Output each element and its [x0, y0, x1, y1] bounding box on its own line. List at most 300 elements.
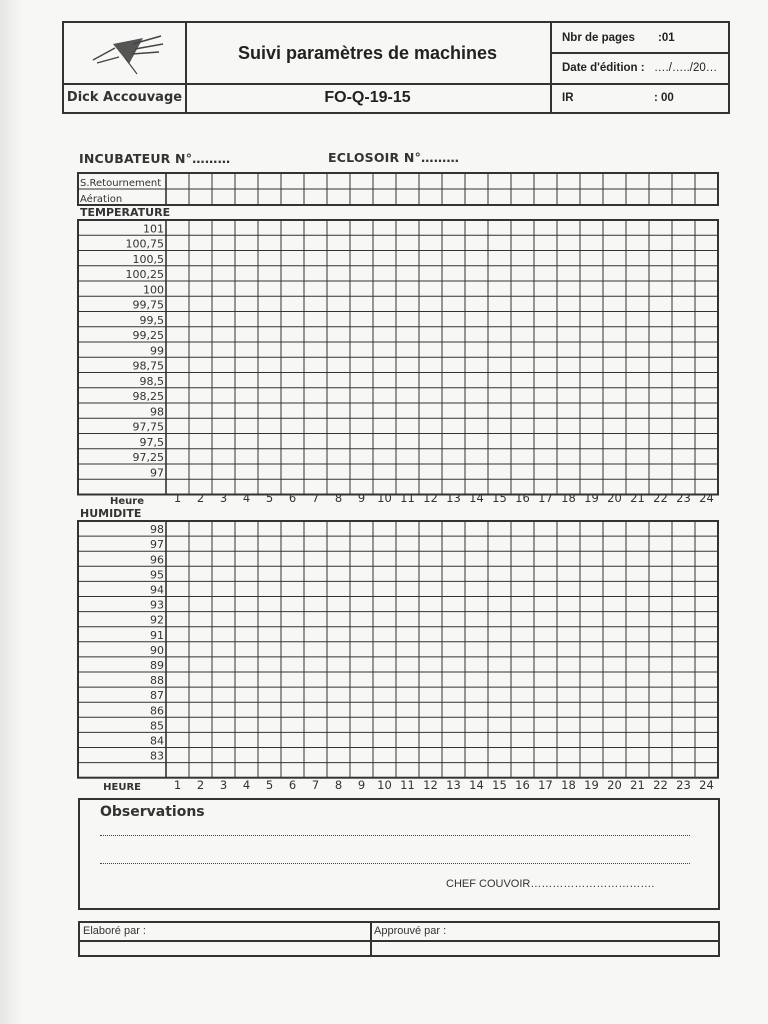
temperature-cell[interactable] [627, 343, 649, 357]
temperature-cell[interactable] [673, 221, 695, 235]
humidity-cell[interactable] [236, 597, 258, 611]
temperature-cell[interactable] [420, 282, 442, 296]
temperature-cell[interactable] [604, 388, 626, 402]
humidity-cell[interactable] [259, 627, 281, 641]
temperature-cell[interactable] [604, 221, 626, 235]
temperature-cell[interactable] [466, 373, 488, 387]
temperature-cell[interactable] [535, 236, 557, 250]
temperature-cell[interactable] [581, 327, 603, 341]
temperature-cell[interactable] [443, 327, 465, 341]
temperature-cell[interactable] [259, 312, 281, 326]
temperature-cell[interactable] [420, 465, 442, 479]
humidity-cell[interactable] [696, 688, 718, 702]
temperature-cell[interactable] [466, 266, 488, 280]
temperature-cell[interactable] [167, 388, 189, 402]
humidity-cell[interactable] [259, 657, 281, 671]
humidity-cell[interactable] [558, 718, 580, 732]
temperature-cell[interactable] [696, 373, 718, 387]
humidity-cell[interactable] [167, 522, 189, 536]
turning-aeration-cell[interactable] [282, 174, 304, 189]
temperature-cell[interactable] [282, 221, 304, 235]
temperature-cell[interactable] [466, 434, 488, 448]
humidity-cell[interactable] [190, 552, 212, 566]
temperature-cell[interactable] [512, 388, 534, 402]
humidity-cell[interactable] [282, 597, 304, 611]
temperature-cell[interactable] [351, 236, 373, 250]
temperature-cell[interactable] [328, 388, 350, 402]
temperature-cell[interactable] [213, 282, 235, 296]
temperature-cell[interactable] [236, 449, 258, 463]
humidity-cell[interactable] [328, 627, 350, 641]
temperature-cell[interactable] [581, 221, 603, 235]
temperature-cell[interactable] [443, 373, 465, 387]
humidity-cell[interactable] [673, 688, 695, 702]
temperature-cell[interactable] [420, 312, 442, 326]
humidity-cell[interactable] [213, 718, 235, 732]
temperature-cell[interactable] [512, 236, 534, 250]
humidity-cell[interactable] [604, 567, 626, 581]
humidity-cell[interactable] [558, 748, 580, 762]
humidity-cell[interactable] [236, 657, 258, 671]
temperature-cell[interactable] [696, 404, 718, 418]
humidity-cell[interactable] [328, 537, 350, 551]
humidity-cell[interactable] [673, 673, 695, 687]
humidity-cell[interactable] [236, 612, 258, 626]
temperature-cell[interactable] [213, 297, 235, 311]
humidity-cell[interactable] [443, 552, 465, 566]
temperature-cell[interactable] [213, 434, 235, 448]
humidity-cell[interactable] [673, 567, 695, 581]
humidity-cell[interactable] [558, 688, 580, 702]
humidity-cell[interactable] [236, 703, 258, 717]
turning-aeration-cell[interactable] [259, 190, 281, 205]
humidity-cell[interactable] [696, 657, 718, 671]
humidity-cell[interactable] [581, 642, 603, 656]
humidity-cell[interactable] [213, 763, 235, 777]
temperature-cell[interactable] [167, 236, 189, 250]
humidity-cell[interactable] [236, 582, 258, 596]
temperature-cell[interactable] [489, 297, 511, 311]
humidity-cell[interactable] [420, 552, 442, 566]
temperature-cell[interactable] [236, 221, 258, 235]
humidity-cell[interactable] [374, 627, 396, 641]
humidity-cell[interactable] [466, 612, 488, 626]
temperature-cell[interactable] [650, 297, 672, 311]
temperature-cell[interactable] [650, 312, 672, 326]
humidity-cell[interactable] [397, 763, 419, 777]
temperature-cell[interactable] [535, 465, 557, 479]
humidity-cell[interactable] [581, 718, 603, 732]
humidity-cell[interactable] [581, 597, 603, 611]
temperature-cell[interactable] [282, 343, 304, 357]
temperature-cell[interactable] [489, 465, 511, 479]
temperature-cell[interactable] [305, 343, 327, 357]
temperature-cell[interactable] [512, 434, 534, 448]
temperature-cell[interactable] [213, 388, 235, 402]
humidity-cell[interactable] [581, 657, 603, 671]
temperature-cell[interactable] [374, 282, 396, 296]
temperature-cell[interactable] [397, 358, 419, 372]
temperature-cell[interactable] [558, 251, 580, 265]
temperature-cell[interactable] [673, 419, 695, 433]
humidity-cell[interactable] [558, 673, 580, 687]
humidity-cell[interactable] [328, 612, 350, 626]
temperature-cell[interactable] [696, 419, 718, 433]
turning-aeration-cell[interactable] [627, 174, 649, 189]
humidity-cell[interactable] [512, 748, 534, 762]
humidity-cell[interactable] [466, 688, 488, 702]
temperature-cell[interactable] [328, 373, 350, 387]
temperature-cell[interactable] [305, 221, 327, 235]
humidity-cell[interactable] [535, 552, 557, 566]
humidity-cell[interactable] [466, 522, 488, 536]
temperature-cell[interactable] [351, 327, 373, 341]
humidity-cell[interactable] [443, 748, 465, 762]
humidity-cell[interactable] [167, 552, 189, 566]
temperature-cell[interactable] [512, 312, 534, 326]
humidity-cell[interactable] [374, 522, 396, 536]
humidity-cell[interactable] [558, 552, 580, 566]
humidity-cell[interactable] [581, 552, 603, 566]
temperature-cell[interactable] [305, 312, 327, 326]
temperature-cell[interactable] [236, 388, 258, 402]
humidity-cell[interactable] [420, 537, 442, 551]
temperature-cell[interactable] [259, 282, 281, 296]
humidity-cell[interactable] [558, 567, 580, 581]
temperature-cell[interactable] [535, 404, 557, 418]
humidity-cell[interactable] [305, 552, 327, 566]
temperature-cell[interactable] [167, 266, 189, 280]
humidity-cell[interactable] [512, 703, 534, 717]
humidity-cell[interactable] [673, 537, 695, 551]
humidity-cell[interactable] [466, 763, 488, 777]
humidity-cell[interactable] [282, 612, 304, 626]
temperature-cell[interactable] [466, 282, 488, 296]
temperature-cell[interactable] [213, 343, 235, 357]
temperature-cell[interactable] [443, 236, 465, 250]
humidity-cell[interactable] [236, 718, 258, 732]
turning-aeration-cell[interactable] [374, 174, 396, 189]
temperature-cell[interactable] [351, 373, 373, 387]
humidity-cell[interactable] [351, 703, 373, 717]
temperature-cell[interactable] [673, 465, 695, 479]
temperature-cell[interactable] [259, 434, 281, 448]
temperature-cell[interactable] [420, 358, 442, 372]
temperature-cell[interactable] [328, 297, 350, 311]
temperature-cell[interactable] [420, 221, 442, 235]
humidity-cell[interactable] [213, 567, 235, 581]
turning-aeration-cell[interactable] [673, 174, 695, 189]
temperature-cell[interactable] [466, 297, 488, 311]
humidity-cell[interactable] [397, 597, 419, 611]
humidity-cell[interactable] [581, 673, 603, 687]
temperature-cell[interactable] [259, 404, 281, 418]
humidity-cell[interactable] [259, 748, 281, 762]
turning-aeration-cell[interactable] [397, 190, 419, 205]
humidity-cell[interactable] [259, 763, 281, 777]
humidity-cell[interactable] [604, 552, 626, 566]
humidity-cell[interactable] [673, 522, 695, 536]
temperature-cell[interactable] [167, 343, 189, 357]
humidity-cell[interactable] [351, 657, 373, 671]
humidity-cell[interactable] [604, 537, 626, 551]
humidity-cell[interactable] [190, 673, 212, 687]
humidity-cell[interactable] [466, 597, 488, 611]
humidity-cell[interactable] [650, 718, 672, 732]
temperature-cell[interactable] [604, 373, 626, 387]
humidity-cell[interactable] [443, 597, 465, 611]
temperature-cell[interactable] [512, 282, 534, 296]
humidity-cell[interactable] [627, 763, 649, 777]
turning-aeration-cell[interactable] [696, 174, 718, 189]
temperature-cell[interactable] [673, 343, 695, 357]
humidity-cell[interactable] [535, 733, 557, 747]
temperature-cell[interactable] [558, 373, 580, 387]
temperature-cell[interactable] [305, 449, 327, 463]
temperature-cell[interactable] [627, 251, 649, 265]
humidity-cell[interactable] [673, 597, 695, 611]
humidity-cell[interactable] [305, 537, 327, 551]
temperature-cell[interactable] [167, 373, 189, 387]
temperature-cell[interactable] [696, 358, 718, 372]
chef-couvoir-signature[interactable]: CHEF COUVOIR……………………………. [446, 878, 655, 890]
humidity-cell[interactable] [351, 718, 373, 732]
temperature-cell[interactable] [397, 343, 419, 357]
temperature-cell[interactable] [650, 388, 672, 402]
turning-aeration-cell[interactable] [351, 174, 373, 189]
temperature-cell[interactable] [489, 221, 511, 235]
temperature-cell[interactable] [535, 282, 557, 296]
temperature-cell[interactable] [650, 221, 672, 235]
temperature-cell[interactable] [328, 449, 350, 463]
turning-aeration-cell[interactable] [351, 190, 373, 205]
temperature-cell[interactable] [466, 358, 488, 372]
temperature-cell[interactable] [190, 327, 212, 341]
turning-aeration-cell[interactable] [213, 174, 235, 189]
temperature-cell[interactable] [696, 327, 718, 341]
humidity-cell[interactable] [374, 552, 396, 566]
temperature-cell[interactable] [673, 236, 695, 250]
turning-aeration-cell[interactable] [190, 174, 212, 189]
humidity-cell[interactable] [328, 642, 350, 656]
humidity-cell[interactable] [466, 627, 488, 641]
humidity-cell[interactable] [420, 763, 442, 777]
humidity-cell[interactable] [282, 567, 304, 581]
temperature-cell[interactable] [581, 343, 603, 357]
temperature-cell[interactable] [351, 297, 373, 311]
temperature-cell[interactable] [397, 236, 419, 250]
temperature-cell[interactable] [443, 343, 465, 357]
humidity-cell[interactable] [535, 688, 557, 702]
humidity-cell[interactable] [420, 673, 442, 687]
temperature-cell[interactable] [397, 327, 419, 341]
temperature-cell[interactable] [443, 282, 465, 296]
temperature-cell[interactable] [558, 449, 580, 463]
humidity-cell[interactable] [397, 552, 419, 566]
temperature-cell[interactable] [190, 282, 212, 296]
humidity-cell[interactable] [650, 703, 672, 717]
humidity-cell[interactable] [466, 567, 488, 581]
temperature-cell[interactable] [627, 312, 649, 326]
humidity-cell[interactable] [535, 657, 557, 671]
humidity-cell[interactable] [328, 552, 350, 566]
humidity-cell[interactable] [282, 582, 304, 596]
temperature-cell[interactable] [420, 327, 442, 341]
humidity-cell[interactable] [489, 673, 511, 687]
temperature-cell[interactable] [374, 343, 396, 357]
temperature-cell[interactable] [397, 297, 419, 311]
humidity-cell[interactable] [236, 748, 258, 762]
humidity-cell[interactable] [535, 582, 557, 596]
temperature-cell[interactable] [581, 388, 603, 402]
temperature-cell[interactable] [190, 404, 212, 418]
temperature-cell[interactable] [466, 449, 488, 463]
temperature-cell[interactable] [581, 282, 603, 296]
humidity-cell[interactable] [167, 748, 189, 762]
humidity-cell[interactable] [328, 763, 350, 777]
temperature-cell[interactable] [650, 419, 672, 433]
humidity-cell[interactable] [696, 612, 718, 626]
temperature-cell[interactable] [190, 221, 212, 235]
temperature-cell[interactable] [213, 465, 235, 479]
temperature-cell[interactable] [236, 404, 258, 418]
humidity-cell[interactable] [604, 522, 626, 536]
temperature-cell[interactable] [374, 434, 396, 448]
temperature-cell[interactable] [190, 434, 212, 448]
temperature-cell[interactable] [512, 251, 534, 265]
temperature-cell[interactable] [696, 388, 718, 402]
humidity-cell[interactable] [512, 763, 534, 777]
turning-aeration-cell[interactable] [696, 190, 718, 205]
temperature-cell[interactable] [443, 404, 465, 418]
humidity-cell[interactable] [282, 552, 304, 566]
temperature-cell[interactable] [351, 465, 373, 479]
humidity-cell[interactable] [213, 703, 235, 717]
humidity-cell[interactable] [696, 763, 718, 777]
temperature-cell[interactable] [512, 404, 534, 418]
humidity-cell[interactable] [581, 763, 603, 777]
temperature-cell[interactable] [351, 221, 373, 235]
humidity-cell[interactable] [443, 673, 465, 687]
humidity-cell[interactable] [443, 642, 465, 656]
temperature-cell[interactable] [351, 343, 373, 357]
humidity-cell[interactable] [259, 688, 281, 702]
humidity-cell[interactable] [535, 642, 557, 656]
turning-aeration-cell[interactable] [581, 174, 603, 189]
temperature-cell[interactable] [673, 282, 695, 296]
humidity-cell[interactable] [696, 627, 718, 641]
humidity-cell[interactable] [489, 597, 511, 611]
temperature-cell[interactable] [374, 266, 396, 280]
temperature-cell[interactable] [374, 449, 396, 463]
temperature-cell[interactable] [420, 266, 442, 280]
humidity-cell[interactable] [236, 688, 258, 702]
humidity-cell[interactable] [466, 703, 488, 717]
turning-aeration-cell[interactable] [489, 190, 511, 205]
temperature-cell[interactable] [558, 404, 580, 418]
humidity-cell[interactable] [443, 718, 465, 732]
turning-aeration-cell[interactable] [535, 190, 557, 205]
humidity-cell[interactable] [489, 642, 511, 656]
temperature-cell[interactable] [581, 373, 603, 387]
temperature-cell[interactable] [443, 419, 465, 433]
humidity-cell[interactable] [374, 703, 396, 717]
humidity-cell[interactable] [190, 627, 212, 641]
humidity-cell[interactable] [673, 763, 695, 777]
turning-aeration-cell[interactable] [236, 190, 258, 205]
temperature-cell[interactable] [351, 449, 373, 463]
turning-aeration-cell[interactable] [604, 190, 626, 205]
temperature-cell[interactable] [167, 327, 189, 341]
temperature-cell[interactable] [604, 266, 626, 280]
humidity-cell[interactable] [397, 688, 419, 702]
temperature-cell[interactable] [397, 282, 419, 296]
humidity-cell[interactable] [167, 597, 189, 611]
temperature-cell[interactable] [696, 297, 718, 311]
temperature-cell[interactable] [259, 388, 281, 402]
humidity-cell[interactable] [581, 627, 603, 641]
temperature-cell[interactable] [696, 343, 718, 357]
temperature-cell[interactable] [374, 465, 396, 479]
humidity-cell[interactable] [627, 582, 649, 596]
temperature-cell[interactable] [259, 449, 281, 463]
humidity-cell[interactable] [604, 582, 626, 596]
temperature-cell[interactable] [581, 266, 603, 280]
temperature-cell[interactable] [420, 236, 442, 250]
temperature-cell[interactable] [627, 297, 649, 311]
humidity-cell[interactable] [489, 748, 511, 762]
humidity-cell[interactable] [558, 627, 580, 641]
temperature-cell[interactable] [190, 465, 212, 479]
temperature-cell[interactable] [558, 465, 580, 479]
temperature-cell[interactable] [489, 327, 511, 341]
temperature-cell[interactable] [259, 266, 281, 280]
humidity-cell[interactable] [167, 642, 189, 656]
temperature-cell[interactable] [650, 373, 672, 387]
temperature-cell[interactable] [673, 358, 695, 372]
turning-aeration-cell[interactable] [259, 174, 281, 189]
temperature-cell[interactable] [236, 358, 258, 372]
temperature-cell[interactable] [259, 465, 281, 479]
humidity-cell[interactable] [397, 642, 419, 656]
temperature-cell[interactable] [305, 282, 327, 296]
humidity-cell[interactable] [420, 612, 442, 626]
temperature-cell[interactable] [397, 465, 419, 479]
humidity-cell[interactable] [535, 597, 557, 611]
humidity-cell[interactable] [213, 612, 235, 626]
temperature-cell[interactable] [696, 434, 718, 448]
humidity-cell[interactable] [443, 582, 465, 596]
temperature-cell[interactable] [466, 465, 488, 479]
temperature-cell[interactable] [167, 312, 189, 326]
temperature-cell[interactable] [282, 282, 304, 296]
temperature-cell[interactable] [443, 266, 465, 280]
humidity-cell[interactable] [305, 567, 327, 581]
temperature-cell[interactable] [558, 419, 580, 433]
humidity-cell[interactable] [374, 688, 396, 702]
humidity-cell[interactable] [696, 748, 718, 762]
humidity-cell[interactable] [604, 703, 626, 717]
temperature-cell[interactable] [627, 449, 649, 463]
temperature-cell[interactable] [673, 327, 695, 341]
temperature-cell[interactable] [351, 251, 373, 265]
temperature-cell[interactable] [236, 343, 258, 357]
humidity-cell[interactable] [696, 582, 718, 596]
temperature-cell[interactable] [650, 404, 672, 418]
temperature-cell[interactable] [696, 251, 718, 265]
humidity-cell[interactable] [489, 552, 511, 566]
temperature-cell[interactable] [604, 404, 626, 418]
